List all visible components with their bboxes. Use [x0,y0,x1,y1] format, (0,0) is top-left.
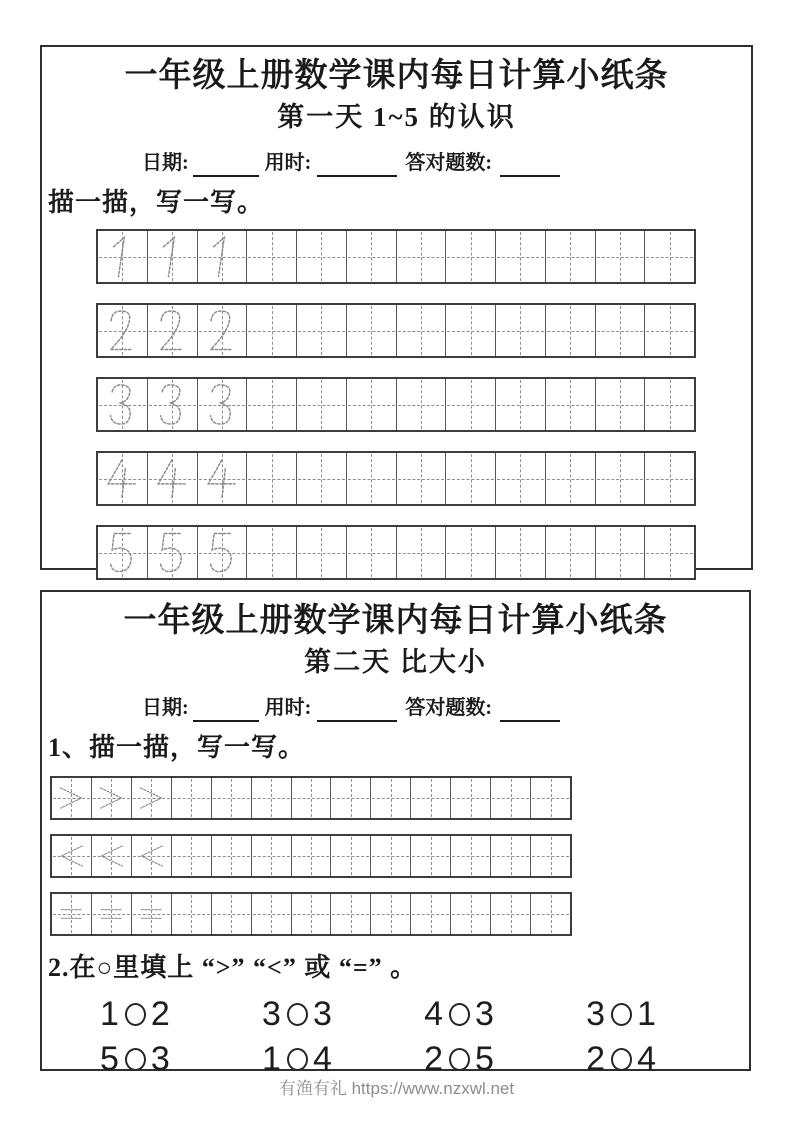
sheet2-instruction-1: 1、描一描，写一写。 [48,733,306,762]
trace-cell [596,231,646,282]
trace-cell [347,453,397,504]
sheet2-title: 一年级上册数学课内每日计算小纸条 [123,603,668,639]
problem-right-number: 2 [150,995,171,1033]
comparison-problem [100,994,171,1034]
trace-cell [331,894,371,934]
trace-glyph-less-than-icon [92,836,131,876]
trace-cell [347,379,397,430]
trace-cell [546,379,596,430]
comparison-problem [424,994,495,1034]
problem-right-number: 4 [312,1040,333,1078]
trace-cell [446,231,496,282]
trace-row-numeral-3 [96,377,696,432]
trace-cell [148,305,198,356]
trace-glyph-numeral-5-icon [198,527,247,578]
problem-left-number: 1 [100,995,120,1033]
trace-cell [371,778,411,818]
trace-glyph-numeral-2-icon [148,305,197,356]
trace-cell [212,894,252,934]
trace-cell [172,894,212,934]
trace-cell [596,305,646,356]
answer-circle [125,1048,146,1071]
trace-cell [546,231,596,282]
time-blank [317,698,397,722]
trace-cell [347,305,397,356]
trace-cell [297,453,347,504]
trace-cell [247,231,297,282]
trace-cell [198,231,248,282]
date-blank [193,698,259,722]
trace-cell [546,527,596,578]
sheet1-instruction: 描一描，写一写。 [48,188,265,217]
trace-cell [247,453,297,504]
trace-cell [397,231,447,282]
trace-glyph-numeral-4-icon [148,453,197,504]
trace-cell [446,379,496,430]
answer-circle [611,1048,632,1071]
trace-cell [645,453,694,504]
trace-glyph-numeral-3-icon [98,379,147,430]
trace-cell [92,778,132,818]
trace-cell [132,894,172,934]
trace-cell [292,894,332,934]
comparison-problem [100,1039,171,1079]
trace-cell [496,453,546,504]
problem-right-number: 3 [475,995,495,1033]
footer-watermark: 有渔有礼 https://www.nzxwl.net [278,1079,515,1098]
trace-glyph-equals-icon [132,894,171,934]
trace-cell [212,836,252,876]
trace-cell [92,894,132,934]
trace-cell [98,305,148,356]
answer-circle [125,1003,146,1026]
trace-glyph-greater-than-icon [92,778,131,818]
problem-right-number: 1 [637,995,657,1033]
trace-row-numeral-4 [96,451,696,506]
trace-cell [531,836,570,876]
date-label: 日期: [142,697,189,719]
trace-cell [411,836,451,876]
trace-glyph-numeral-3-icon [148,379,197,430]
trace-cell [98,453,148,504]
problem-right-number: 3 [312,995,333,1033]
time-label: 用时: [264,697,312,719]
trace-row-numeral-1 [96,229,696,284]
trace-cell [297,527,347,578]
trace-cell [98,379,148,430]
problem-left-number: 3 [586,995,607,1033]
trace-cell [397,527,447,578]
trace-cell [148,527,198,578]
trace-cell [297,231,347,282]
trace-cell [496,527,546,578]
trace-glyph-numeral-1-icon [198,231,247,282]
worksheet-sheet-day1 [40,45,753,570]
trace-cell [596,453,646,504]
trace-cell [247,305,297,356]
problem-right-number: 5 [475,1040,495,1078]
comparison-problem [262,994,333,1034]
trace-cell [446,453,496,504]
trace-cell [98,231,148,282]
trace-cell [52,836,92,876]
score-label: 答对题数: [405,152,493,174]
trace-cell [491,778,531,818]
answer-circle [611,1003,632,1026]
trace-cell [198,379,248,430]
trace-cell [397,305,447,356]
sheet2-subtitle: 第二天 比大小 [304,647,487,677]
answer-circle [449,1003,470,1026]
sheet1-title: 一年级上册数学课内每日计算小纸条 [124,58,669,94]
score-label: 答对题数: [405,697,493,719]
trace-cell [451,894,491,934]
trace-cell [645,379,694,430]
trace-cell [645,305,694,356]
trace-cell [331,778,371,818]
time-label: 用时: [264,152,312,174]
trace-glyph-less-than-icon [132,836,171,876]
problem-left-number: 4 [424,995,445,1033]
trace-cell [292,778,332,818]
trace-cell [347,527,397,578]
sheet2-header-fields [142,694,749,722]
trace-cell [331,836,371,876]
trace-cell [252,836,292,876]
trace-row-numeral-2 [96,303,696,358]
sheet1-subtitle: 第一天 1~5 的认识 [277,102,516,132]
trace-row-equals [50,892,572,936]
trace-grid-comparison-symbols [50,776,572,936]
trace-glyph-equals-icon [92,894,131,934]
trace-cell [52,778,92,818]
trace-cell [252,894,292,934]
trace-row-numeral-5 [96,525,696,580]
trace-cell [148,379,198,430]
date-label: 日期: [142,152,189,174]
trace-cell [397,379,447,430]
trace-cell [292,836,332,876]
trace-glyph-numeral-5-icon [98,527,147,578]
trace-glyph-numeral-3-icon [198,379,247,430]
trace-cell [496,231,546,282]
trace-cell [451,836,491,876]
trace-cell [148,453,198,504]
problem-left-number: 5 [100,1040,120,1078]
score-blank [500,698,560,722]
trace-glyph-equals-icon [52,894,91,934]
trace-cell [645,231,694,282]
answer-circle [287,1048,308,1071]
score-blank [500,153,560,177]
trace-cell [546,305,596,356]
answer-circle [449,1048,470,1071]
sheet1-header-fields [142,149,751,177]
trace-cell [446,305,496,356]
problem-left-number: 2 [586,1040,607,1078]
comparison-problem [586,994,657,1034]
sheet2-instruction-2: 2.在○里填上 “>” “<” 或 “=” 。 [48,953,418,982]
trace-cell [132,836,172,876]
trace-cell [496,305,546,356]
trace-cell [148,231,198,282]
problem-left-number: 1 [262,1040,282,1078]
problem-left-number: 2 [424,1040,445,1078]
trace-cell [247,527,297,578]
trace-glyph-numeral-2-icon [198,305,247,356]
comparison-problem [262,1039,333,1079]
comparison-problem [586,1039,657,1079]
problem-right-number: 3 [150,1040,171,1078]
trace-cell [596,527,646,578]
trace-cell [546,453,596,504]
trace-cell [132,778,172,818]
trace-glyph-greater-than-icon [132,778,171,818]
trace-cell [297,379,347,430]
comparison-problems [42,994,749,1079]
trace-cell [347,231,397,282]
trace-cell [446,527,496,578]
trace-glyph-numeral-4-icon [98,453,147,504]
trace-cell [198,453,248,504]
trace-cell [172,778,212,818]
trace-cell [451,778,491,818]
trace-grid-numerals [96,229,696,580]
answer-circle [287,1003,308,1026]
trace-cell [92,836,132,876]
trace-cell [531,778,570,818]
trace-cell [297,305,347,356]
problem-left-number: 3 [262,995,282,1033]
trace-glyph-numeral-1-icon [148,231,197,282]
trace-cell [198,527,248,578]
trace-glyph-numeral-5-icon [148,527,197,578]
trace-cell [411,894,451,934]
trace-cell [247,379,297,430]
date-blank [193,153,259,177]
trace-cell [491,894,531,934]
trace-cell [371,836,411,876]
trace-cell [198,305,248,356]
worksheet-sheet-day2 [40,590,751,1078]
trace-cell [212,778,252,818]
trace-cell [496,379,546,430]
time-blank [317,153,397,177]
trace-cell [397,453,447,504]
problem-right-number: 4 [637,1040,657,1078]
trace-glyph-less-than-icon [52,836,91,876]
trace-cell [596,379,646,430]
trace-glyph-numeral-1-icon [98,231,147,282]
trace-glyph-numeral-2-icon [98,305,147,356]
problems-row [42,994,749,1034]
problems-row [42,1039,749,1079]
trace-glyph-greater-than-icon [52,778,91,818]
trace-cell [98,527,148,578]
trace-row-greater-than [50,776,572,820]
trace-glyph-numeral-4-icon [198,453,247,504]
trace-row-less-than [50,834,572,878]
trace-cell [491,836,531,876]
trace-cell [411,778,451,818]
trace-cell [252,778,292,818]
trace-cell [52,894,92,934]
trace-cell [645,527,694,578]
trace-cell [531,894,570,934]
comparison-problem [424,1039,495,1079]
trace-cell [371,894,411,934]
trace-cell [172,836,212,876]
